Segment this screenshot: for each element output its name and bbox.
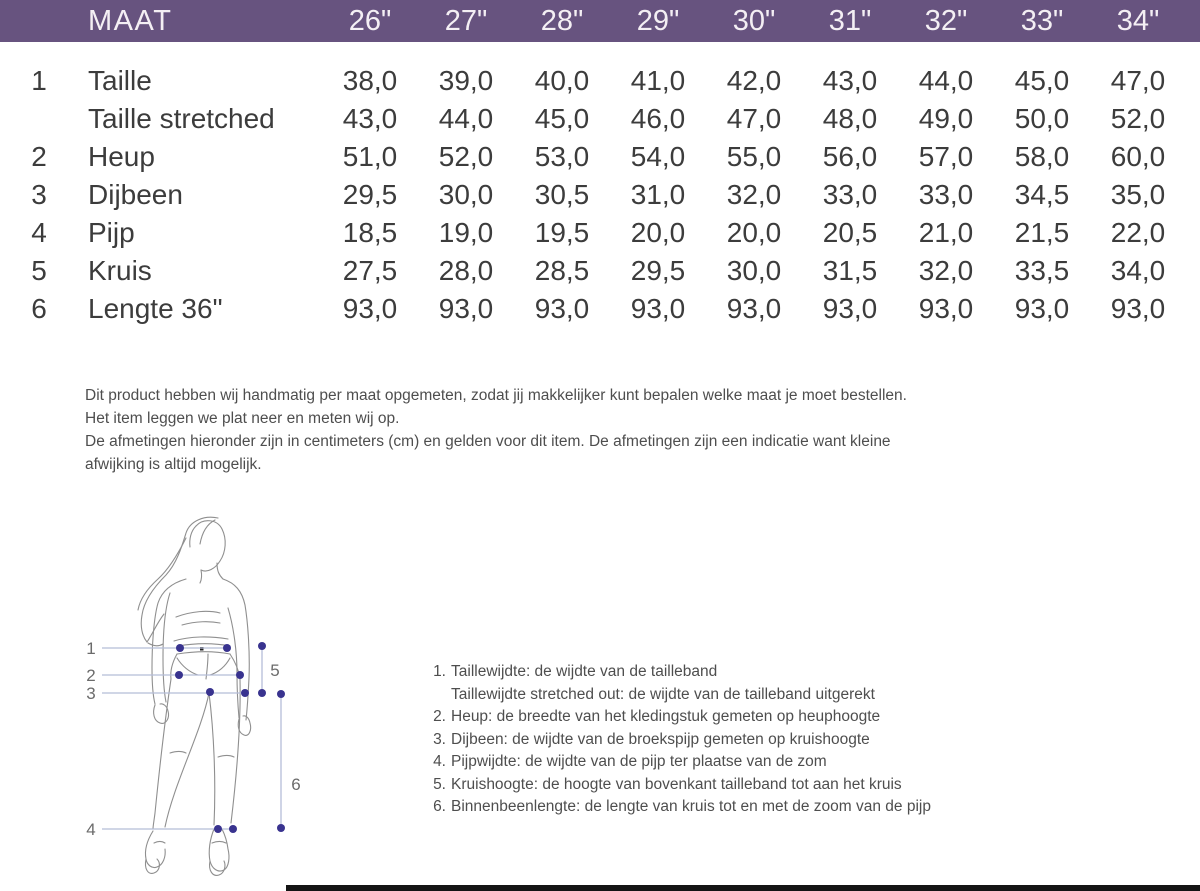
measurement-diagram [58,513,320,885]
size-value: 32,0 [726,179,782,210]
size-value: 43,0 [342,103,398,134]
legend-item-text: Pijpwijdte: de wijdte van de pijp ter plaatse van de zom [451,753,827,770]
legend-item [424,774,931,797]
size-value: 33,0 [822,179,878,210]
size-value: 93,0 [822,293,878,324]
legend-item-number [424,684,446,707]
horizontal-scrollbar-thumb[interactable] [286,885,1200,891]
size-value: 18,5 [342,217,398,248]
size-value: 60,0 [1110,141,1166,172]
size-value: 35,0 [1110,179,1166,210]
size-value: 29,5 [342,179,398,210]
table-row [0,100,1200,138]
row-label: Heup [88,141,155,172]
size-column-header: 26" [348,4,392,37]
size-value: 28,5 [534,255,590,286]
legend-item-text: Kruishoogte: de hoogte van bovenkant tailleband tot aan het kruis [451,775,902,793]
size-value: 93,0 [918,293,974,324]
legend-item-number: 1. [433,663,446,680]
table-row [0,62,1200,100]
size-value: 44,0 [438,103,494,134]
size-value: 34,0 [1110,255,1166,286]
size-value: 33,0 [918,179,974,210]
marker-label-1: 1 [86,639,96,658]
size-value: 49,0 [918,103,974,134]
size-value: 58,0 [1014,141,1070,172]
size-value: 38,0 [342,65,398,96]
legend-item-number: 5. [433,775,446,793]
size-value: 54,0 [630,141,686,172]
table-row [0,214,1200,252]
size-value: 51,0 [342,141,398,172]
size-column-header: 31" [828,4,872,37]
size-value: 21,5 [1014,217,1070,248]
size-value: 93,0 [1014,293,1070,324]
size-value: 93,0 [438,293,494,324]
size-value: 39,0 [438,65,494,96]
size-column-header: 27" [444,4,488,37]
size-value: 93,0 [342,293,398,324]
row-label: Lengte 36" [88,293,223,324]
size-value: 20,5 [822,217,878,248]
description-line: Het item leggen we plat neer en meten wij op. [85,410,400,427]
marker-label-2: 2 [86,666,96,685]
size-value: 43,0 [822,65,878,96]
marker-label-3: 3 [86,684,96,703]
size-value: 48,0 [822,103,878,134]
row-number: 4 [31,217,47,248]
size-table-body [0,62,1200,328]
size-value: 93,0 [726,293,782,324]
marker-label-4: 4 [86,820,96,839]
size-value: 21,0 [918,217,974,248]
size-value: 42,0 [726,65,782,96]
size-value: 19,0 [438,217,494,248]
table-row [0,176,1200,214]
size-value: 19,5 [534,217,590,248]
marker-label-6: 6 [291,775,301,794]
size-value: 57,0 [918,141,974,172]
size-value: 52,0 [438,141,494,172]
size-value: 30,0 [726,255,782,286]
maat-header-label: MAAT [88,4,173,37]
size-column-header: 28" [540,4,584,37]
size-value: 20,0 [726,217,782,248]
size-value: 30,5 [534,179,590,210]
table-row [0,252,1200,290]
legend-item-number: 3. [433,730,446,748]
legend-item-text: Taillewijdte stretched out: de wijdte van de tailleband uitgerekt [451,685,875,703]
legend-item [424,751,931,774]
description-line: De afmetingen hieronder zijn in centimeters (cm) en gelden voor dit item. De afmetingen zijn een indicatie want kleine afwijking is altijd mogelijk. [85,433,891,473]
size-value: 20,0 [630,217,686,248]
size-value: 33,5 [1014,255,1070,286]
legend-item-number: 2. [433,708,446,725]
size-value: 31,0 [630,179,686,210]
legend-item-text: Heup: de breedte van het kledingstuk gemeten op heuphoogte [451,708,881,725]
size-value: 93,0 [630,293,686,324]
size-value: 30,0 [438,179,494,210]
size-value: 34,5 [1014,179,1070,210]
legend-item-number: 4. [433,753,446,770]
table-row [0,290,1200,328]
row-number: 5 [31,255,47,286]
row-label: Kruis [88,255,152,286]
size-value: 47,0 [1110,65,1166,96]
size-value: 50,0 [1014,103,1070,134]
size-value: 29,5 [630,255,686,286]
size-value: 41,0 [630,65,686,96]
woman-sketch [138,517,251,875]
row-label: Dijbeen [88,179,183,210]
size-column-header: 32" [924,4,968,37]
size-value: 55,0 [726,141,782,172]
size-value: 56,0 [822,141,878,172]
size-value: 45,0 [1014,65,1070,96]
size-value: 46,0 [630,103,686,134]
legend-item-text: Taillewijdte: de wijdte van de tailleband [451,663,718,680]
row-label: Pijp [88,217,135,248]
size-value: 27,5 [342,255,398,286]
legend-item-text: Binnenbeenlengte: de lengte van kruis tot en met de zoom van de pijp [451,798,931,815]
measurement-legend [424,661,931,819]
legend-item [424,729,931,752]
size-column-header: 33" [1020,4,1064,37]
size-value: 28,0 [438,255,494,286]
legend-item [424,796,931,819]
legend-item [424,661,931,684]
row-label: Taille stretched [88,103,275,134]
row-number: 3 [31,179,47,210]
size-column-header: 29" [636,4,680,37]
row-number: 1 [31,65,47,96]
size-value: 31,5 [822,255,878,286]
row-number: 2 [31,141,47,172]
size-value: 52,0 [1110,103,1166,134]
size-column-header: 30" [732,4,776,37]
legend-item-text: Dijbeen: de wijdte van de broekspijp gemeten op kruishoogte [451,730,870,748]
size-value: 45,0 [534,103,590,134]
legend-item [424,706,931,729]
measurement-description [85,384,930,476]
size-value: 93,0 [1110,293,1166,324]
size-value: 40,0 [534,65,590,96]
measurement-overlay [86,639,300,839]
row-label: Taille [88,65,152,96]
size-value: 32,0 [918,255,974,286]
size-column-header: 34" [1116,4,1160,37]
size-value: 22,0 [1110,217,1166,248]
description-line: Dit product hebben wij handmatig per maat opgemeten, zodat jij makkelijker kunt bepalen welke maat je moet bestellen. [85,387,907,404]
legend-item-number: 6. [433,798,446,815]
table-header [0,0,1200,42]
size-value: 44,0 [918,65,974,96]
table-row [0,138,1200,176]
size-value: 47,0 [726,103,782,134]
row-number: 6 [31,293,47,324]
size-value: 53,0 [534,141,590,172]
size-value: 93,0 [534,293,590,324]
legend-item [424,684,931,707]
marker-label-5: 5 [270,661,280,680]
